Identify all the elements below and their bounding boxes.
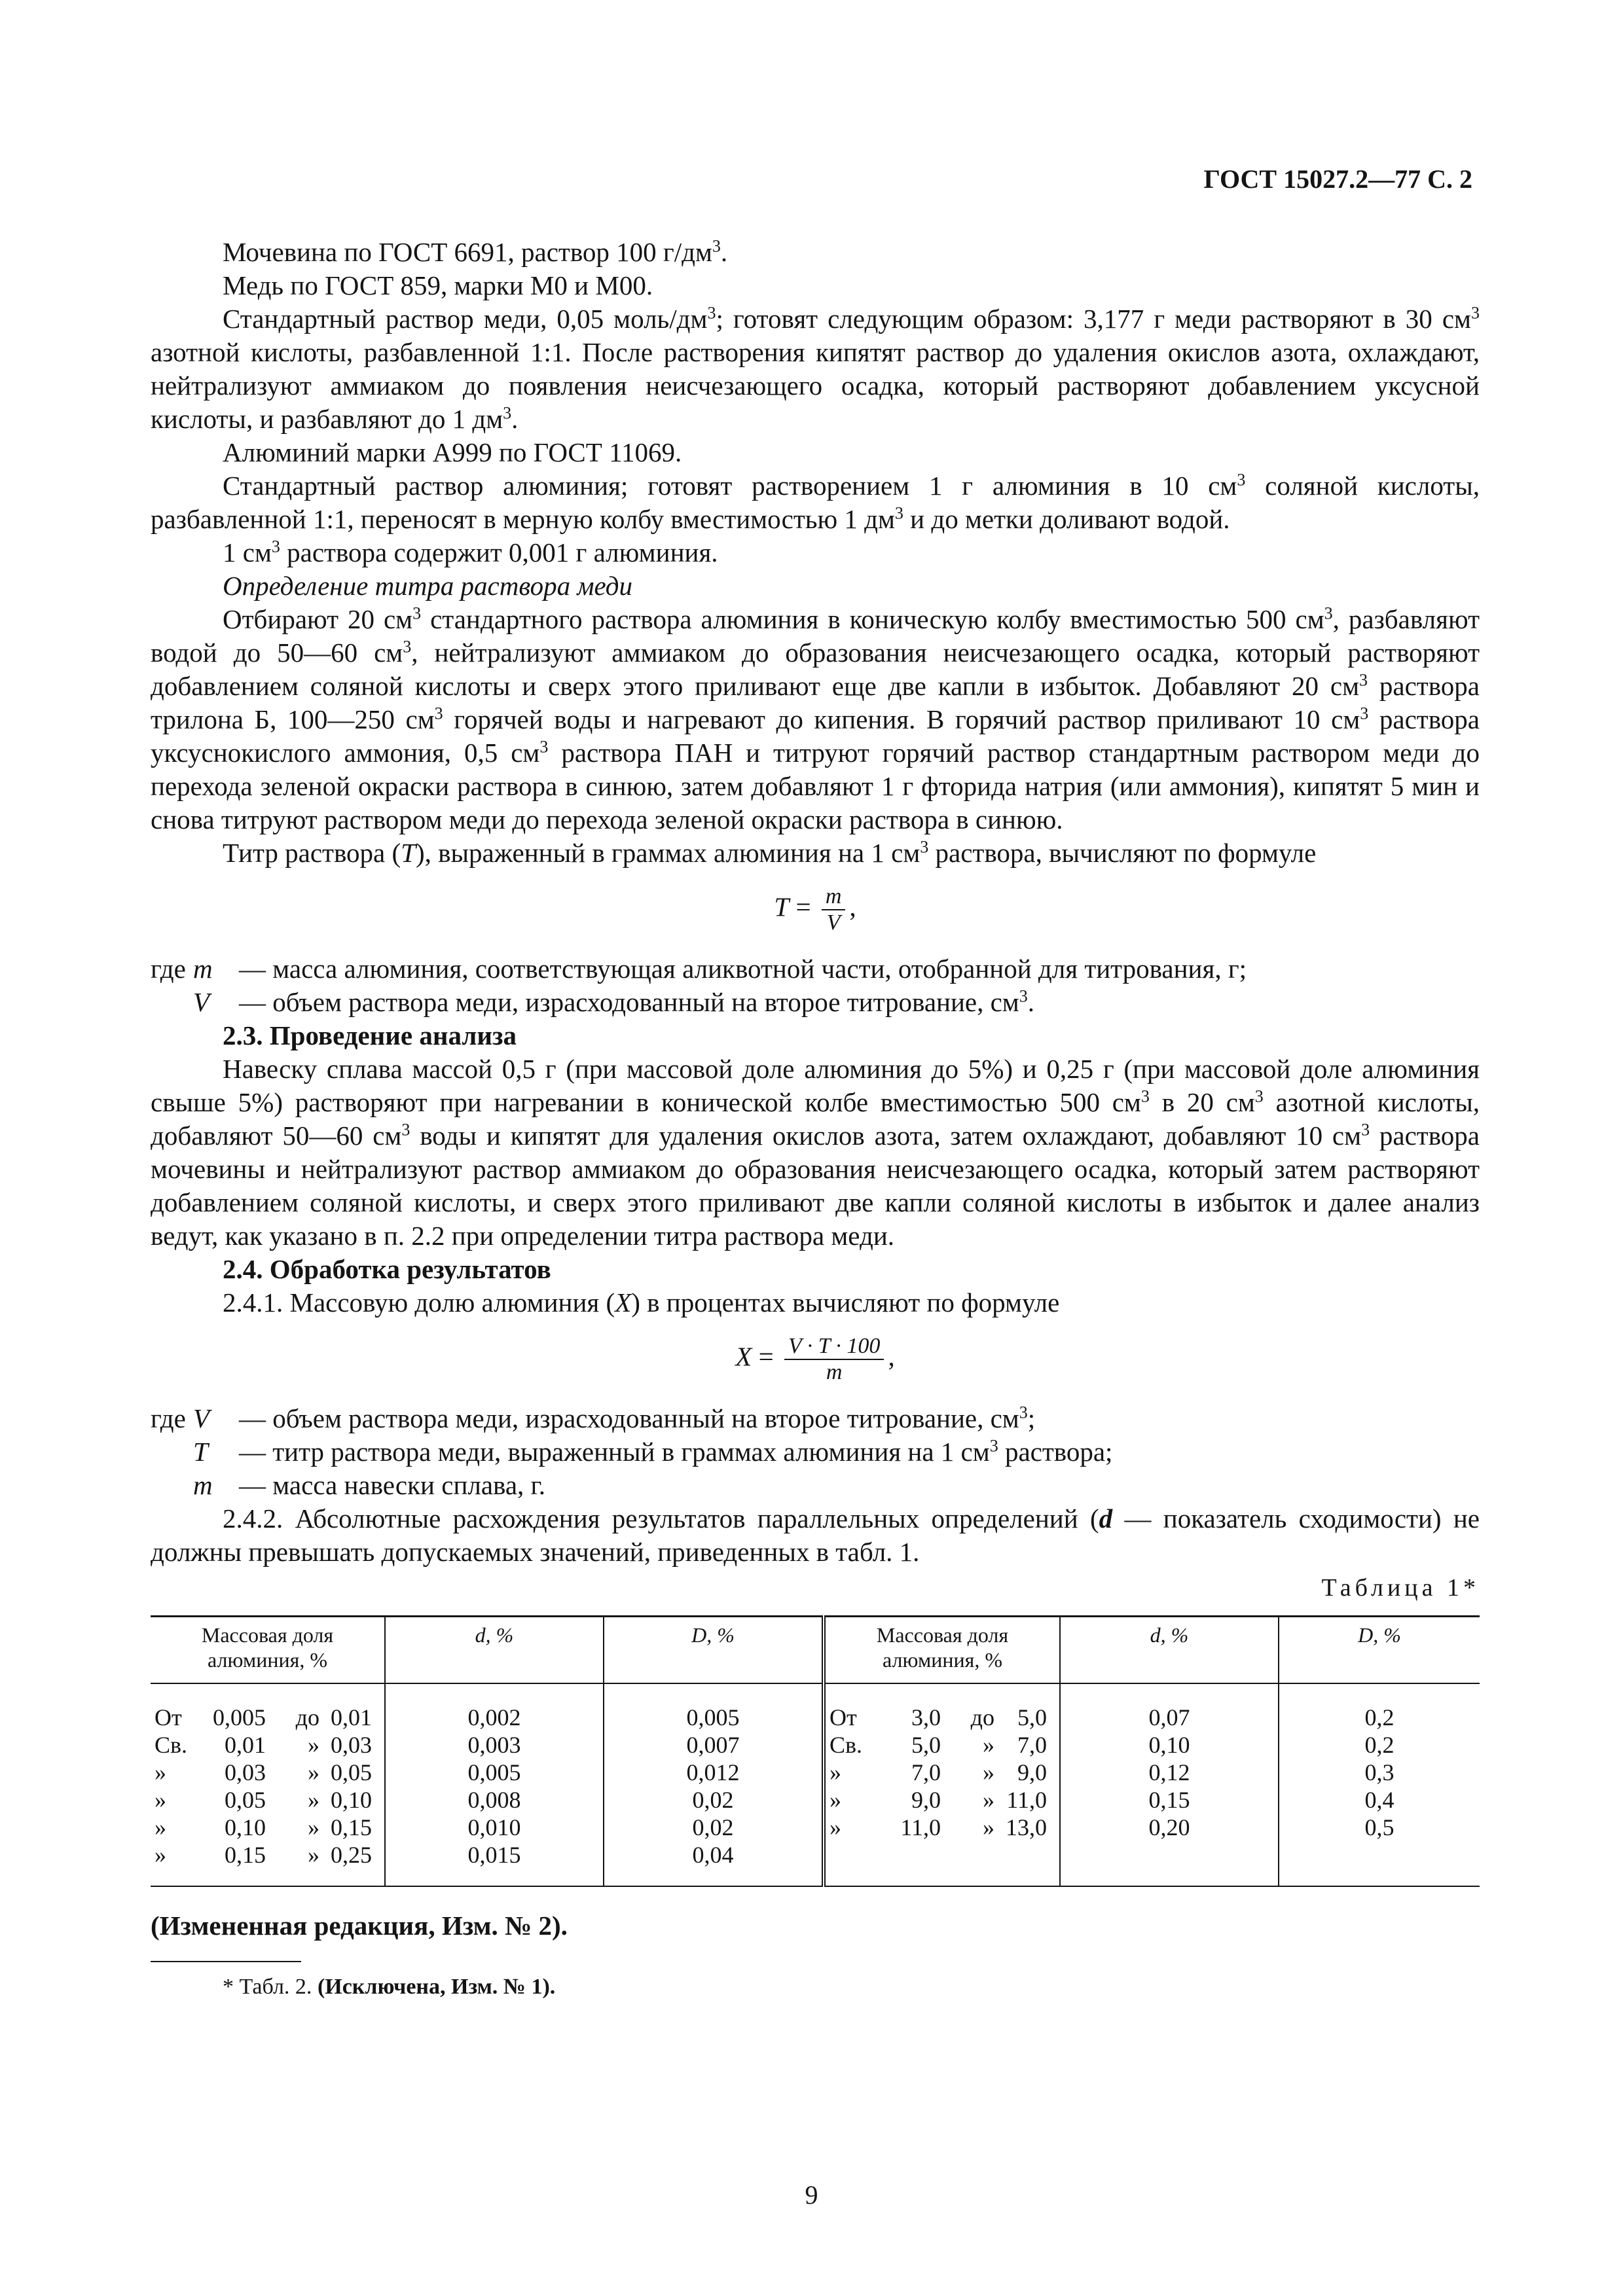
cell-D: 0,007 — [604, 1731, 824, 1759]
cell-D: 0,2 — [1279, 1683, 1480, 1731]
footnote-divider — [151, 1961, 301, 1962]
text: 2.4.2. Абсолютные расхождения результатов параллельных определений ( — [223, 1503, 1099, 1534]
range-pre: » — [155, 1814, 166, 1840]
cell-D: 0,04 — [604, 1841, 824, 1886]
range-b: 11,0 — [1006, 1787, 1047, 1813]
cell-D: 0,2 — [1279, 1731, 1480, 1759]
range-a: 0,10 — [225, 1814, 266, 1840]
range-pre: Св. — [155, 1732, 188, 1758]
symbol-x: X — [615, 1287, 632, 1318]
cell-D: 0,3 — [1279, 1759, 1480, 1786]
text: . — [511, 404, 519, 434]
cell-d: 0,15 — [1060, 1786, 1279, 1814]
footnote-bold: (Исключена, Изм. № 1). — [317, 1975, 556, 1999]
cell-D: 0,02 — [604, 1786, 824, 1814]
range-pre: » — [155, 1759, 166, 1785]
table-row — [151, 1759, 1480, 1786]
where-text — [239, 986, 1480, 1019]
where-label — [151, 1469, 193, 1502]
range-value — [155, 1731, 380, 1759]
text: воды и кипятят для удаления окислов азота, затем охлаждают, добавляют 10 см — [410, 1121, 1362, 1151]
range-pre: » — [830, 1814, 841, 1840]
cell-d: 0,12 — [1060, 1759, 1279, 1786]
range-a: 9,0 — [911, 1787, 941, 1813]
table-row — [151, 1731, 1480, 1759]
text: раствора, вычисляют по формуле — [928, 838, 1317, 868]
range-value — [155, 1841, 380, 1869]
header-mass-fraction: Массовая доля алюминия, % — [151, 1617, 385, 1684]
cell-D: 0,4 — [1279, 1786, 1480, 1814]
range-pre: Св. — [830, 1732, 863, 1758]
formula-lhs: X — [735, 1341, 752, 1372]
formula-fraction — [822, 884, 846, 935]
where-label — [151, 986, 193, 1019]
superscript: 3 — [1324, 603, 1333, 623]
section-heading-2-4: 2.4. Обработка результатов — [223, 1254, 551, 1284]
text: , разбавляют водой до 50—60 см — [151, 604, 1480, 668]
superscript: 3 — [989, 1436, 998, 1456]
range-mid: » — [983, 1814, 994, 1840]
text: раствора ПАН и титруют горячий раствор стандартным раствором меди до перехода зеленой окраски раствора в синюю, затем добавляют 1 г фторида натрия (или аммония), кипятят 5 мин и снова титруют раствором меди до перехода зеленой окраски раствора в синюю. — [151, 738, 1480, 834]
cell-D — [1279, 1841, 1480, 1886]
paragraph-copper: Медь по ГОСТ 859, марки М0 и М00. — [223, 270, 653, 300]
cell-d: 0,005 — [385, 1759, 604, 1786]
superscript: 3 — [1471, 303, 1480, 323]
range-b: 5,0 — [1017, 1704, 1047, 1731]
cell-range — [824, 1683, 1060, 1731]
symbol-t: T — [401, 838, 416, 868]
header-D-2: D, % — [1279, 1617, 1480, 1684]
range-a: 0,05 — [225, 1787, 266, 1813]
text: Отбирают 20 см — [223, 604, 413, 634]
range-b: 13,0 — [1006, 1814, 1047, 1840]
text: ; готовят следующим образом: 3,177 г меди растворяют в 30 см — [716, 304, 1471, 334]
page-number: 9 — [805, 2180, 818, 2210]
formula-lhs: T — [774, 891, 790, 922]
where-line — [151, 986, 1480, 1019]
text: , нейтрализуют аммиаком до образования неисчезающего осадка, который растворяют добавлением соляной кислоты и сверх этого приливают еще две капли в избыток. Добавляют 20 см — [151, 637, 1480, 701]
cell-range — [824, 1731, 1060, 1759]
range-pre: » — [830, 1759, 841, 1785]
range-pre: » — [155, 1842, 166, 1868]
symbol-d: d — [1099, 1503, 1113, 1534]
header-D: D, % — [604, 1617, 824, 1684]
footnote — [151, 1970, 1480, 2003]
superscript: 3 — [707, 303, 716, 323]
section-heading-2-3: 2.3. Проведение анализа — [223, 1020, 517, 1050]
header-d: d, % — [385, 1617, 604, 1684]
text: 2.4.1. Массовую долю алюминия ( — [223, 1287, 615, 1318]
range-value — [830, 1786, 1055, 1814]
cell-range — [824, 1814, 1060, 1841]
text: Мочевина по ГОСТ 6691, раствор 100 г/дм — [223, 237, 712, 267]
formula-mass-fraction — [151, 1334, 1480, 1385]
where-symbol: V — [193, 1403, 210, 1433]
range-value — [830, 1814, 1055, 1841]
superscript: 3 — [503, 403, 512, 423]
range-mid: » — [308, 1787, 319, 1813]
range-mid: до — [970, 1704, 994, 1731]
where-symbol: m — [193, 954, 213, 984]
range-b: 0,05 — [331, 1759, 372, 1785]
range-mid: » — [308, 1759, 319, 1785]
cell-range — [151, 1786, 385, 1814]
range-value — [155, 1814, 380, 1841]
cell-d: 0,003 — [385, 1731, 604, 1759]
range-a: 11,0 — [900, 1814, 941, 1840]
where-symbol: T — [193, 1437, 208, 1467]
cell-D: 0,5 — [1279, 1814, 1480, 1841]
cell-d: 0,002 — [385, 1683, 604, 1731]
text: Титр раствора ( — [223, 838, 401, 868]
where-symbol: m — [193, 1470, 213, 1500]
text: в 20 см — [1149, 1087, 1255, 1117]
text: Стандартный раствор алюминия; готовят растворением 1 г алюминия в 10 см — [223, 471, 1237, 501]
text: раствора; — [998, 1437, 1113, 1467]
cell-range — [151, 1759, 385, 1786]
paragraph-discrepancy — [151, 1502, 1480, 1569]
superscript: 3 — [539, 737, 549, 757]
table-row — [151, 1786, 1480, 1814]
header-d-2: d, % — [1060, 1617, 1279, 1684]
page-header: ГОСТ 15027.2—77 С. 2 — [1203, 164, 1472, 194]
superscript: 3 — [1359, 670, 1368, 690]
superscript: 3 — [403, 637, 412, 656]
where-text: — масса навески сплава, г. — [239, 1470, 545, 1500]
superscript: 3 — [1361, 1120, 1370, 1139]
where-label: где — [151, 954, 186, 984]
range-b: 0,01 — [331, 1704, 372, 1731]
superscript: 3 — [1237, 470, 1246, 490]
text: — объем раствора меди, израсходованный на второе титрование, см — [239, 1403, 1019, 1433]
table-body — [151, 1683, 1480, 1886]
text: раствора уксуснокислого аммония, 0,5 см — [151, 704, 1480, 768]
formula-denominator: V — [826, 910, 841, 935]
subsection-title: Определение титра раствора меди — [223, 571, 632, 601]
where-text — [239, 1435, 1480, 1469]
text: раствора мочевины и нейтрализуют раствор аммиаком до образования неисчезающего осадка, который затем растворяют добавлением соляной кислоты, и сверх этого приливают две капли соляной кислоты в избыток и далее анализ ведут, как указано в п. 2.2 при определении титра раствора меди. — [151, 1121, 1480, 1251]
text: . — [1027, 987, 1034, 1017]
range-value — [830, 1704, 1055, 1731]
where-text — [239, 1402, 1480, 1435]
range-value — [155, 1759, 380, 1786]
cell-d: 0,008 — [385, 1786, 604, 1814]
formula-comma: , — [888, 1341, 895, 1372]
range-pre: От — [155, 1704, 182, 1731]
paragraph-urea — [151, 236, 1480, 269]
text: . — [720, 237, 728, 267]
edition-note: (Измененная редакция, Изм. № 2). — [151, 1910, 568, 1941]
range-pre: От — [830, 1704, 857, 1731]
cell-d: 0,10 — [1060, 1731, 1279, 1759]
cell-d: 0,015 — [385, 1841, 604, 1886]
cell-range — [151, 1814, 385, 1841]
results-table — [151, 1615, 1480, 1887]
text: и до метки доливают водой. — [903, 504, 1230, 534]
formula-numerator: V · T · 100 — [784, 1334, 884, 1360]
paragraph-aluminium: Алюминий марки А999 по ГОСТ 11069. — [223, 437, 682, 467]
paragraph-mass-fraction — [151, 1286, 1480, 1319]
superscript: 3 — [1140, 1086, 1150, 1106]
table-row — [151, 1683, 1480, 1731]
superscript: 3 — [712, 236, 721, 256]
superscript: 3 — [894, 503, 903, 523]
text: раствора трилона Б, 100—250 см — [151, 671, 1480, 734]
superscript: 3 — [1019, 1403, 1028, 1422]
text: Стандартный раствор меди, 0,05 моль/дм — [223, 304, 708, 334]
range-pre: » — [830, 1787, 841, 1813]
text: Навеску сплава массой 0,5 г (при массовой доле алюминия до 5%) и 0,25 г (при массовой доле алюминия свыше 5%) растворяют при нагревании в конической колбе вместимостью 500 см — [151, 1054, 1480, 1117]
document-body — [151, 236, 1480, 2003]
cell-range — [151, 1841, 385, 1886]
formula-numerator: m — [822, 884, 846, 910]
cell-range — [824, 1841, 1060, 1886]
text: раствора содержит 0,001 г алюминия. — [280, 537, 718, 567]
superscript: 3 — [434, 704, 443, 723]
cell-range — [824, 1786, 1060, 1814]
text: — показатель сходимости) не должны превышать допускаемых значений, приведенных в табл. 1. — [151, 1503, 1480, 1567]
range-b: 0,25 — [331, 1842, 372, 1868]
cell-range — [824, 1759, 1060, 1786]
range-a: 5,0 — [911, 1732, 941, 1758]
range-mid: » — [308, 1842, 319, 1868]
cell-D: 0,005 — [604, 1683, 824, 1731]
footnote-text: * Табл. 2. — [223, 1975, 318, 1999]
where-label: где — [151, 1403, 186, 1433]
cell-D: 0,012 — [604, 1759, 824, 1786]
superscript: 3 — [1254, 1086, 1264, 1106]
text: — титр раствора меди, выраженный в граммах алюминия на 1 см — [239, 1437, 990, 1467]
where-symbol: V — [193, 987, 210, 1017]
range-value — [830, 1731, 1055, 1759]
paragraph-copper-solution — [151, 302, 1480, 436]
where-line — [151, 952, 1480, 986]
range-mid: » — [308, 1732, 319, 1758]
cell-d: 0,010 — [385, 1814, 604, 1841]
range-mid: » — [308, 1814, 319, 1840]
where-line — [151, 1402, 1480, 1435]
where-label — [151, 1435, 193, 1469]
range-a: 0,03 — [225, 1759, 266, 1785]
range-a: 7,0 — [911, 1759, 941, 1785]
cell-range — [151, 1683, 385, 1731]
text: азотной кислоты, добавляют 50—60 см — [151, 1087, 1480, 1151]
text: ; — [1027, 1403, 1036, 1433]
table-header-row — [151, 1617, 1480, 1684]
cell-d — [1060, 1841, 1279, 1886]
formula-comma: , — [849, 891, 856, 922]
table-row — [151, 1841, 1480, 1886]
formula-equals: = — [758, 1341, 774, 1372]
paragraph-aluminium-solution — [151, 469, 1480, 536]
range-mid: » — [983, 1787, 994, 1813]
table-caption: Таблица 1* — [1321, 1574, 1480, 1602]
range-b: 7,0 — [1017, 1732, 1047, 1758]
range-b: 9,0 — [1017, 1759, 1047, 1785]
superscript: 3 — [1360, 704, 1369, 723]
where-line — [151, 1469, 1480, 1502]
formula-fraction — [784, 1334, 884, 1385]
superscript: 3 — [271, 537, 280, 556]
range-mid: до — [295, 1704, 319, 1731]
text: соляной кислоты, разбавленной 1:1, переносят в мерную колбу вместимостью 1 дм — [151, 471, 1480, 534]
text: ) в процентах вычисляют по формуле — [631, 1287, 1060, 1318]
range-a: 0,01 — [225, 1732, 266, 1758]
range-b: 0,10 — [331, 1787, 372, 1813]
superscript: 3 — [412, 603, 422, 623]
text: — объем раствора меди, израсходованный на второе титрование, см — [239, 987, 1019, 1017]
formula-titer — [151, 884, 1480, 935]
table-row — [151, 1814, 1480, 1841]
text: ), выраженный в граммах алюминия на 1 см — [415, 838, 921, 868]
superscript: 3 — [920, 837, 929, 857]
paragraph-titer — [151, 836, 1480, 870]
paragraph-content — [151, 536, 1480, 569]
formula-denominator: m — [826, 1360, 843, 1384]
range-b: 0,03 — [331, 1732, 372, 1758]
range-value — [155, 1704, 380, 1731]
range-value — [830, 1759, 1055, 1786]
range-mid: » — [983, 1732, 994, 1758]
cell-D: 0,02 — [604, 1814, 824, 1841]
paragraph-analysis — [151, 1052, 1480, 1253]
cell-d: 0,20 — [1060, 1814, 1279, 1841]
range-mid: » — [983, 1759, 994, 1785]
range-a: 3,0 — [911, 1704, 941, 1731]
cell-range — [151, 1731, 385, 1759]
text: горячей воды и нагревают до кипения. В горячий раствор приливают 10 см — [443, 704, 1360, 734]
range-value — [155, 1786, 380, 1814]
range-a: 0,005 — [213, 1704, 266, 1731]
formula-equals: = — [795, 891, 811, 922]
paragraph-titration — [151, 603, 1480, 836]
where-text: — масса алюминия, соответствующая аликвотной части, отобранной для титрования, г; — [239, 954, 1247, 984]
range-b: 0,15 — [331, 1814, 372, 1840]
superscript: 3 — [401, 1120, 410, 1139]
header-mass-fraction-2: Массовая доля алюминия, % — [824, 1617, 1060, 1684]
text: 1 см — [223, 537, 272, 567]
cell-d: 0,07 — [1060, 1683, 1279, 1731]
range-a: 0,15 — [225, 1842, 266, 1868]
text: стандартного раствора алюминия в коническую колбу вместимостью 500 см — [421, 604, 1324, 634]
range-pre: » — [155, 1787, 166, 1813]
where-line — [151, 1435, 1480, 1469]
superscript: 3 — [1019, 986, 1028, 1006]
text: азотной кислоты, разбавленной 1:1. После растворения кипятят раствор до удаления окислов азота, охлаждают, нейтрализуют аммиаком до появления неисчезающего осадка, который растворяют добавлением уксусной кислоты, и разбавляют до 1 дм — [151, 337, 1480, 434]
